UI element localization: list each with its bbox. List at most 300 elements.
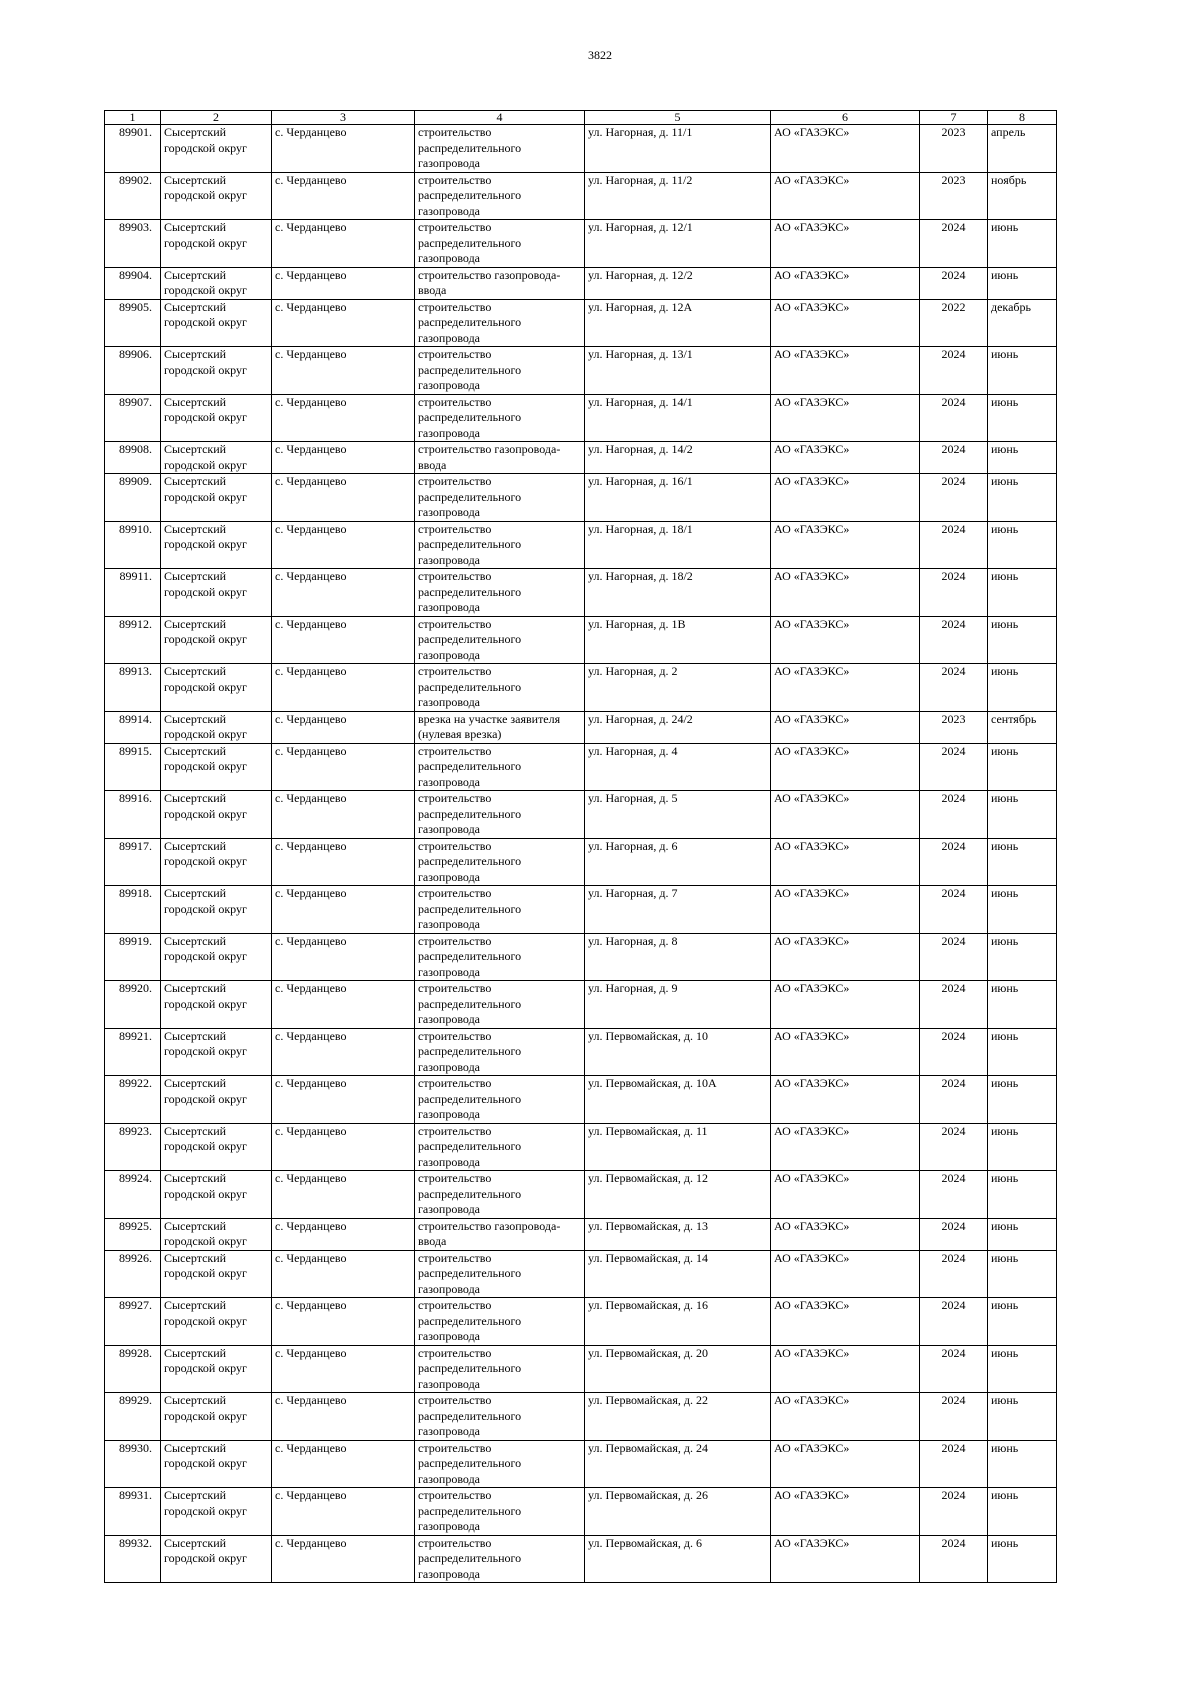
address-cell: ул. Первомайская, д. 22 (585, 1393, 771, 1441)
year-cell: 2024 (920, 933, 988, 981)
row-number: 89932. (105, 1535, 161, 1583)
address-cell: ул. Первомайская, д. 10А (585, 1076, 771, 1124)
row-number: 89924. (105, 1171, 161, 1219)
district-cell: Сысертский городской округ (161, 1171, 272, 1219)
table-row (105, 172, 1057, 220)
year-cell: 2024 (920, 442, 988, 474)
work-type-cell: строительство распределительного газопровода (415, 981, 585, 1029)
row-number: 89920. (105, 981, 161, 1029)
row-number: 89927. (105, 1298, 161, 1346)
month-cell: июнь (988, 933, 1057, 981)
row-number: 89928. (105, 1345, 161, 1393)
work-type-cell: строительство распределительного газопровода (415, 1488, 585, 1536)
district-cell: Сысертский городской округ (161, 791, 272, 839)
address-cell: ул. Первомайская, д. 11 (585, 1123, 771, 1171)
district-cell: Сысертский городской округ (161, 347, 272, 395)
row-number: 89923. (105, 1123, 161, 1171)
organization-cell: АО «ГАЗЭКС» (771, 1440, 920, 1488)
month-cell: июнь (988, 220, 1057, 268)
table-row (105, 394, 1057, 442)
month-cell: июнь (988, 1535, 1057, 1583)
work-type-cell: строительство распределительного газопровода (415, 1440, 585, 1488)
address-cell: ул. Первомайская, д. 10 (585, 1028, 771, 1076)
locality-cell: с. Черданцево (272, 1535, 415, 1583)
organization-cell: АО «ГАЗЭКС» (771, 394, 920, 442)
year-cell: 2024 (920, 1298, 988, 1346)
work-type-cell: строительство газопровода-ввода (415, 267, 585, 299)
address-cell: ул. Первомайская, д. 12 (585, 1171, 771, 1219)
locality-cell: с. Черданцево (272, 1440, 415, 1488)
work-type-cell: строительство распределительного газопровода (415, 616, 585, 664)
year-cell: 2023 (920, 125, 988, 173)
table-row (105, 743, 1057, 791)
work-type-cell: строительство газопровода-ввода (415, 1218, 585, 1250)
row-number: 89901. (105, 125, 161, 173)
year-cell: 2023 (920, 711, 988, 743)
locality-cell: с. Черданцево (272, 791, 415, 839)
month-cell: июнь (988, 616, 1057, 664)
month-cell: ноябрь (988, 172, 1057, 220)
locality-cell: с. Черданцево (272, 1076, 415, 1124)
table-row (105, 1298, 1057, 1346)
month-cell: июнь (988, 1345, 1057, 1393)
year-cell: 2024 (920, 1488, 988, 1536)
organization-cell: АО «ГАЗЭКС» (771, 1028, 920, 1076)
organization-cell: АО «ГАЗЭКС» (771, 886, 920, 934)
row-number: 89918. (105, 886, 161, 934)
organization-cell: АО «ГАЗЭКС» (771, 125, 920, 173)
table-row (105, 1345, 1057, 1393)
row-number: 89902. (105, 172, 161, 220)
year-cell: 2024 (920, 220, 988, 268)
table-row (105, 569, 1057, 617)
locality-cell: с. Черданцево (272, 1171, 415, 1219)
address-cell: ул. Нагорная, д. 12/2 (585, 267, 771, 299)
work-type-cell: строительство распределительного газопровода (415, 299, 585, 347)
work-type-cell: строительство распределительного газопровода (415, 1393, 585, 1441)
address-cell: ул. Нагорная, д. 14/1 (585, 394, 771, 442)
year-cell: 2024 (920, 1440, 988, 1488)
year-cell: 2024 (920, 347, 988, 395)
column-header-2: 2 (161, 111, 272, 125)
registry-table (104, 110, 1057, 1583)
district-cell: Сысертский городской округ (161, 474, 272, 522)
table-row (105, 267, 1057, 299)
district-cell: Сысертский городской округ (161, 394, 272, 442)
locality-cell: с. Черданцево (272, 664, 415, 712)
table-body (105, 125, 1057, 1583)
work-type-cell: строительство распределительного газопровода (415, 743, 585, 791)
table-row (105, 981, 1057, 1029)
address-cell: ул. Нагорная, д. 4 (585, 743, 771, 791)
district-cell: Сысертский городской округ (161, 1393, 272, 1441)
month-cell: июнь (988, 569, 1057, 617)
locality-cell: с. Черданцево (272, 267, 415, 299)
district-cell: Сысертский городской округ (161, 1076, 272, 1124)
row-number: 89914. (105, 711, 161, 743)
locality-cell: с. Черданцево (272, 886, 415, 934)
address-cell: ул. Первомайская, д. 14 (585, 1250, 771, 1298)
year-cell: 2024 (920, 791, 988, 839)
month-cell: июнь (988, 267, 1057, 299)
row-number: 89921. (105, 1028, 161, 1076)
year-cell: 2023 (920, 172, 988, 220)
address-cell: ул. Первомайская, д. 6 (585, 1535, 771, 1583)
district-cell: Сысертский городской округ (161, 616, 272, 664)
address-cell: ул. Нагорная, д. 2 (585, 664, 771, 712)
address-cell: ул. Нагорная, д. 11/2 (585, 172, 771, 220)
organization-cell: АО «ГАЗЭКС» (771, 711, 920, 743)
work-type-cell: строительство распределительного газопровода (415, 347, 585, 395)
table-row (105, 1488, 1057, 1536)
address-cell: ул. Нагорная, д. 13/1 (585, 347, 771, 395)
organization-cell: АО «ГАЗЭКС» (771, 1250, 920, 1298)
organization-cell: АО «ГАЗЭКС» (771, 1171, 920, 1219)
locality-cell: с. Черданцево (272, 347, 415, 395)
locality-cell: с. Черданцево (272, 521, 415, 569)
organization-cell: АО «ГАЗЭКС» (771, 442, 920, 474)
table-row (105, 664, 1057, 712)
row-number: 89919. (105, 933, 161, 981)
table-header (105, 111, 1057, 125)
row-number: 89905. (105, 299, 161, 347)
organization-cell: АО «ГАЗЭКС» (771, 474, 920, 522)
district-cell: Сысертский городской округ (161, 1028, 272, 1076)
month-cell: июнь (988, 1028, 1057, 1076)
district-cell: Сысертский городской округ (161, 172, 272, 220)
locality-cell: с. Черданцево (272, 1345, 415, 1393)
organization-cell: АО «ГАЗЭКС» (771, 172, 920, 220)
address-cell: ул. Нагорная, д. 9 (585, 981, 771, 1029)
row-number: 89916. (105, 791, 161, 839)
row-number: 89904. (105, 267, 161, 299)
table-row (105, 1218, 1057, 1250)
address-cell: ул. Нагорная, д. 7 (585, 886, 771, 934)
column-header-1: 1 (105, 111, 161, 125)
month-cell: июнь (988, 664, 1057, 712)
table-row (105, 521, 1057, 569)
year-cell: 2024 (920, 1218, 988, 1250)
year-cell: 2024 (920, 1171, 988, 1219)
district-cell: Сысертский городской округ (161, 220, 272, 268)
month-cell: июнь (988, 1076, 1057, 1124)
district-cell: Сысертский городской округ (161, 442, 272, 474)
address-cell: ул. Первомайская, д. 26 (585, 1488, 771, 1536)
work-type-cell: строительство распределительного газопровода (415, 1123, 585, 1171)
row-number: 89931. (105, 1488, 161, 1536)
month-cell: сентябрь (988, 711, 1057, 743)
district-cell: Сысертский городской округ (161, 1345, 272, 1393)
organization-cell: АО «ГАЗЭКС» (771, 1535, 920, 1583)
locality-cell: с. Черданцево (272, 125, 415, 173)
locality-cell: с. Черданцево (272, 172, 415, 220)
address-cell: ул. Первомайская, д. 20 (585, 1345, 771, 1393)
district-cell: Сысертский городской округ (161, 1488, 272, 1536)
row-number: 89915. (105, 743, 161, 791)
column-header-6: 6 (771, 111, 920, 125)
column-header-3: 3 (272, 111, 415, 125)
organization-cell: АО «ГАЗЭКС» (771, 1076, 920, 1124)
table-row (105, 616, 1057, 664)
address-cell: ул. Нагорная, д. 5 (585, 791, 771, 839)
table-row (105, 886, 1057, 934)
organization-cell: АО «ГАЗЭКС» (771, 838, 920, 886)
work-type-cell: строительство распределительного газопровода (415, 474, 585, 522)
month-cell: декабрь (988, 299, 1057, 347)
row-number: 89909. (105, 474, 161, 522)
row-number: 89917. (105, 838, 161, 886)
organization-cell: АО «ГАЗЭКС» (771, 347, 920, 395)
locality-cell: с. Черданцево (272, 616, 415, 664)
organization-cell: АО «ГАЗЭКС» (771, 1123, 920, 1171)
row-number: 89908. (105, 442, 161, 474)
year-cell: 2024 (920, 1393, 988, 1441)
row-number: 89912. (105, 616, 161, 664)
organization-cell: АО «ГАЗЭКС» (771, 791, 920, 839)
work-type-cell: строительство распределительного газопровода (415, 569, 585, 617)
district-cell: Сысертский городской округ (161, 664, 272, 712)
year-cell: 2024 (920, 569, 988, 617)
work-type-cell: строительство распределительного газопровода (415, 1076, 585, 1124)
locality-cell: с. Черданцево (272, 1250, 415, 1298)
table-row (105, 1076, 1057, 1124)
organization-cell: АО «ГАЗЭКС» (771, 220, 920, 268)
year-cell: 2024 (920, 1123, 988, 1171)
month-cell: июнь (988, 474, 1057, 522)
row-number: 89930. (105, 1440, 161, 1488)
district-cell: Сысертский городской округ (161, 1440, 272, 1488)
address-cell: ул. Нагорная, д. 1В (585, 616, 771, 664)
year-cell: 2024 (920, 1028, 988, 1076)
year-cell: 2024 (920, 394, 988, 442)
district-cell: Сысертский городской округ (161, 981, 272, 1029)
work-type-cell: строительство распределительного газопровода (415, 1345, 585, 1393)
table-row (105, 125, 1057, 173)
work-type-cell: строительство распределительного газопровода (415, 1250, 585, 1298)
work-type-cell: строительство распределительного газопровода (415, 1298, 585, 1346)
table-row (105, 1028, 1057, 1076)
address-cell: ул. Нагорная, д. 11/1 (585, 125, 771, 173)
month-cell: июнь (988, 1123, 1057, 1171)
month-cell: июнь (988, 1250, 1057, 1298)
column-header-5: 5 (585, 111, 771, 125)
organization-cell: АО «ГАЗЭКС» (771, 1298, 920, 1346)
organization-cell: АО «ГАЗЭКС» (771, 664, 920, 712)
organization-cell: АО «ГАЗЭКС» (771, 1345, 920, 1393)
work-type-cell: строительство распределительного газопровода (415, 220, 585, 268)
month-cell: июнь (988, 743, 1057, 791)
work-type-cell: строительство распределительного газопровода (415, 1171, 585, 1219)
address-cell: ул. Нагорная, д. 14/2 (585, 442, 771, 474)
table-row (105, 220, 1057, 268)
locality-cell: с. Черданцево (272, 299, 415, 347)
table-row (105, 933, 1057, 981)
district-cell: Сысертский городской округ (161, 1535, 272, 1583)
year-cell: 2024 (920, 886, 988, 934)
work-type-cell: строительство распределительного газопровода (415, 664, 585, 712)
address-cell: ул. Нагорная, д. 18/1 (585, 521, 771, 569)
work-type-cell: строительство распределительного газопровода (415, 1535, 585, 1583)
organization-cell: АО «ГАЗЭКС» (771, 521, 920, 569)
row-number: 89926. (105, 1250, 161, 1298)
district-cell: Сысертский городской округ (161, 1123, 272, 1171)
table-row (105, 442, 1057, 474)
year-cell: 2024 (920, 521, 988, 569)
address-cell: ул. Нагорная, д. 12/1 (585, 220, 771, 268)
month-cell: июнь (988, 981, 1057, 1029)
work-type-cell: строительство распределительного газопровода (415, 1028, 585, 1076)
table-row (105, 474, 1057, 522)
row-number: 89910. (105, 521, 161, 569)
organization-cell: АО «ГАЗЭКС» (771, 569, 920, 617)
locality-cell: с. Черданцево (272, 711, 415, 743)
organization-cell: АО «ГАЗЭКС» (771, 1218, 920, 1250)
district-cell: Сысертский городской округ (161, 838, 272, 886)
month-cell: июнь (988, 1218, 1057, 1250)
year-cell: 2024 (920, 1345, 988, 1393)
column-header-7: 7 (920, 111, 988, 125)
organization-cell: АО «ГАЗЭКС» (771, 981, 920, 1029)
month-cell: июнь (988, 838, 1057, 886)
locality-cell: с. Черданцево (272, 1393, 415, 1441)
locality-cell: с. Черданцево (272, 743, 415, 791)
table-row (105, 838, 1057, 886)
locality-cell: с. Черданцево (272, 1123, 415, 1171)
table-row (105, 791, 1057, 839)
year-cell: 2022 (920, 299, 988, 347)
work-type-cell: строительство распределительного газопровода (415, 886, 585, 934)
address-cell: ул. Нагорная, д. 6 (585, 838, 771, 886)
month-cell: июнь (988, 1488, 1057, 1536)
table-row (105, 1171, 1057, 1219)
locality-cell: с. Черданцево (272, 1218, 415, 1250)
locality-cell: с. Черданцево (272, 394, 415, 442)
locality-cell: с. Черданцево (272, 1028, 415, 1076)
locality-cell: с. Черданцево (272, 474, 415, 522)
work-type-cell: строительство распределительного газопровода (415, 521, 585, 569)
row-number: 89925. (105, 1218, 161, 1250)
address-cell: ул. Нагорная, д. 18/2 (585, 569, 771, 617)
district-cell: Сысертский городской округ (161, 125, 272, 173)
organization-cell: АО «ГАЗЭКС» (771, 743, 920, 791)
organization-cell: АО «ГАЗЭКС» (771, 1393, 920, 1441)
district-cell: Сысертский городской округ (161, 711, 272, 743)
address-cell: ул. Нагорная, д. 16/1 (585, 474, 771, 522)
organization-cell: АО «ГАЗЭКС» (771, 616, 920, 664)
locality-cell: с. Черданцево (272, 838, 415, 886)
row-number: 89913. (105, 664, 161, 712)
work-type-cell: врезка на участке заявителя (нулевая врезка) (415, 711, 585, 743)
organization-cell: АО «ГАЗЭКС» (771, 933, 920, 981)
district-cell: Сысертский городской округ (161, 299, 272, 347)
organization-cell: АО «ГАЗЭКС» (771, 1488, 920, 1536)
address-cell: ул. Первомайская, д. 24 (585, 1440, 771, 1488)
work-type-cell: строительство газопровода-ввода (415, 442, 585, 474)
district-cell: Сысертский городской округ (161, 743, 272, 791)
row-number: 89911. (105, 569, 161, 617)
work-type-cell: строительство распределительного газопровода (415, 838, 585, 886)
year-cell: 2024 (920, 743, 988, 791)
month-cell: июнь (988, 1298, 1057, 1346)
month-cell: июнь (988, 521, 1057, 569)
address-cell: ул. Первомайская, д. 16 (585, 1298, 771, 1346)
table-row (105, 1535, 1057, 1583)
table-row (105, 347, 1057, 395)
row-number: 89903. (105, 220, 161, 268)
table-row (105, 1250, 1057, 1298)
month-cell: июнь (988, 1171, 1057, 1219)
locality-cell: с. Черданцево (272, 569, 415, 617)
work-type-cell: строительство распределительного газопровода (415, 791, 585, 839)
address-cell: ул. Нагорная, д. 12А (585, 299, 771, 347)
month-cell: апрель (988, 125, 1057, 173)
month-cell: июнь (988, 1440, 1057, 1488)
row-number: 89922. (105, 1076, 161, 1124)
work-type-cell: строительство распределительного газопровода (415, 394, 585, 442)
locality-cell: с. Черданцево (272, 1298, 415, 1346)
table-row (105, 711, 1057, 743)
locality-cell: с. Черданцево (272, 1488, 415, 1536)
row-number: 89929. (105, 1393, 161, 1441)
locality-cell: с. Черданцево (272, 220, 415, 268)
address-cell: ул. Нагорная, д. 8 (585, 933, 771, 981)
district-cell: Сысертский городской округ (161, 1250, 272, 1298)
work-type-cell: строительство распределительного газопровода (415, 125, 585, 173)
year-cell: 2024 (920, 474, 988, 522)
month-cell: июнь (988, 442, 1057, 474)
table-row (105, 1123, 1057, 1171)
month-cell: июнь (988, 791, 1057, 839)
district-cell: Сысертский городской округ (161, 267, 272, 299)
district-cell: Сысертский городской округ (161, 1298, 272, 1346)
district-cell: Сысертский городской округ (161, 569, 272, 617)
column-header-4: 4 (415, 111, 585, 125)
table-row (105, 299, 1057, 347)
district-cell: Сысертский городской округ (161, 886, 272, 934)
address-cell: ул. Первомайская, д. 13 (585, 1218, 771, 1250)
work-type-cell: строительство распределительного газопровода (415, 933, 585, 981)
district-cell: Сысертский городской округ (161, 1218, 272, 1250)
table-row (105, 1393, 1057, 1441)
year-cell: 2024 (920, 1076, 988, 1124)
column-header-8: 8 (988, 111, 1057, 125)
work-type-cell: строительство распределительного газопровода (415, 172, 585, 220)
row-number: 89907. (105, 394, 161, 442)
month-cell: июнь (988, 1393, 1057, 1441)
year-cell: 2024 (920, 1250, 988, 1298)
year-cell: 2024 (920, 838, 988, 886)
table-row (105, 1440, 1057, 1488)
page-number: 3822 (588, 48, 612, 62)
year-cell: 2024 (920, 1535, 988, 1583)
month-cell: июнь (988, 394, 1057, 442)
locality-cell: с. Черданцево (272, 933, 415, 981)
year-cell: 2024 (920, 267, 988, 299)
organization-cell: АО «ГАЗЭКС» (771, 267, 920, 299)
month-cell: июнь (988, 886, 1057, 934)
locality-cell: с. Черданцево (272, 442, 415, 474)
address-cell: ул. Нагорная, д. 24/2 (585, 711, 771, 743)
year-cell: 2024 (920, 981, 988, 1029)
district-cell: Сысертский городской округ (161, 521, 272, 569)
year-cell: 2024 (920, 664, 988, 712)
month-cell: июнь (988, 347, 1057, 395)
year-cell: 2024 (920, 616, 988, 664)
row-number: 89906. (105, 347, 161, 395)
locality-cell: с. Черданцево (272, 981, 415, 1029)
district-cell: Сысертский городской округ (161, 933, 272, 981)
organization-cell: АО «ГАЗЭКС» (771, 299, 920, 347)
